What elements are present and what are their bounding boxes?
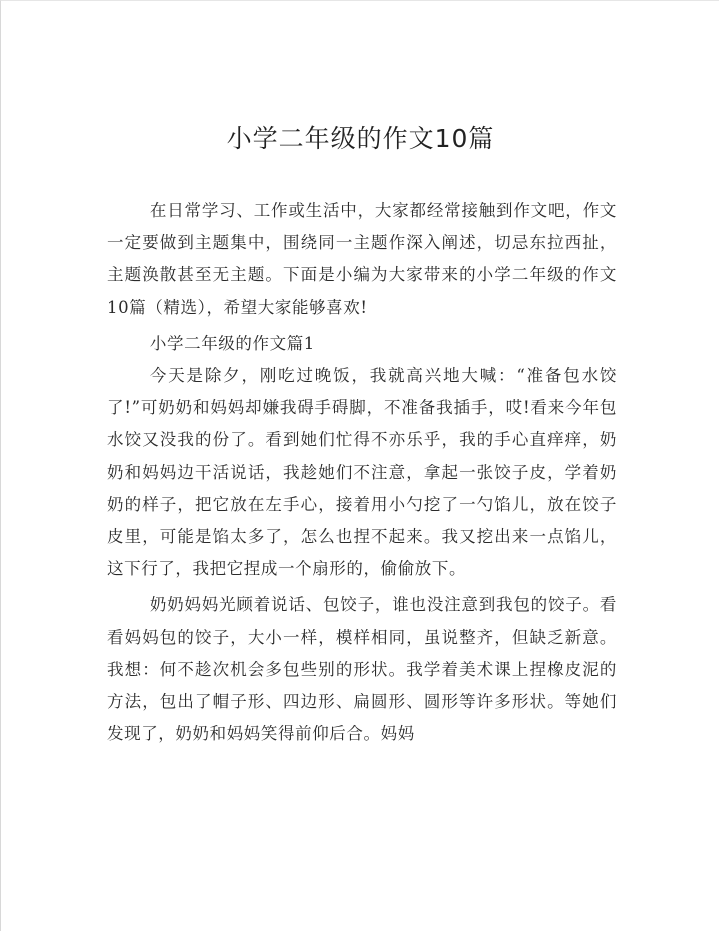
- document-title: 小学二年级的作文10篇: [226, 124, 495, 153]
- body-paragraph-1: 今天是除夕，刚吃过晚饭，我就高兴地大喊：“准备包水饺了!”可奶奶和妈妈却嫌我碍手碍脚，不准备我插手，哎!看来今年包水饺又没我的份了。看到她们忙得不亦乐乎，我的手心直痒痒，奶奶和妈妈边干活说话，我趁她们不注意，拿起一张饺子皮，学着奶奶的样子，把它放在左手心，接着用小勺挖了一勺馅儿，放在饺子皮里，可能是馅太多了，怎么也捏不起来。我又挖出来一点馅儿，这下行了，我把它捏成一个扇形的，偷偷放下。: [107, 366, 617, 579]
- section-heading: 小学二年级的作文篇1: [149, 333, 315, 353]
- intro-paragraph: 在日常学习、工作或生活中，大家都经常接触到作文吧，作文一定要做到主题集中，围绕同一主题作深入阐述，切忌东拉西扯，主题涣散甚至无主题。下面是小编为大家带来的小学二年级的作文10篇（精选），希望大家能够喜欢!: [107, 201, 617, 317]
- document-body: [107, 195, 617, 750]
- body-paragraph-2: 奶奶妈妈光顾着说话、包饺子，谁也没注意到我包的饺子。看看妈妈包的饺子，大小一样，模样相同，虽说整齐，但缺乏新意。我想：何不趁次机会多包些别的形状。我学着美术课上捏橡皮泥的方法，包出了帽子形、四边形、扁圆形、圆形等许多形状。等她们发现了，奶奶和妈妈笑得前仰后合。妈妈: [107, 595, 617, 744]
